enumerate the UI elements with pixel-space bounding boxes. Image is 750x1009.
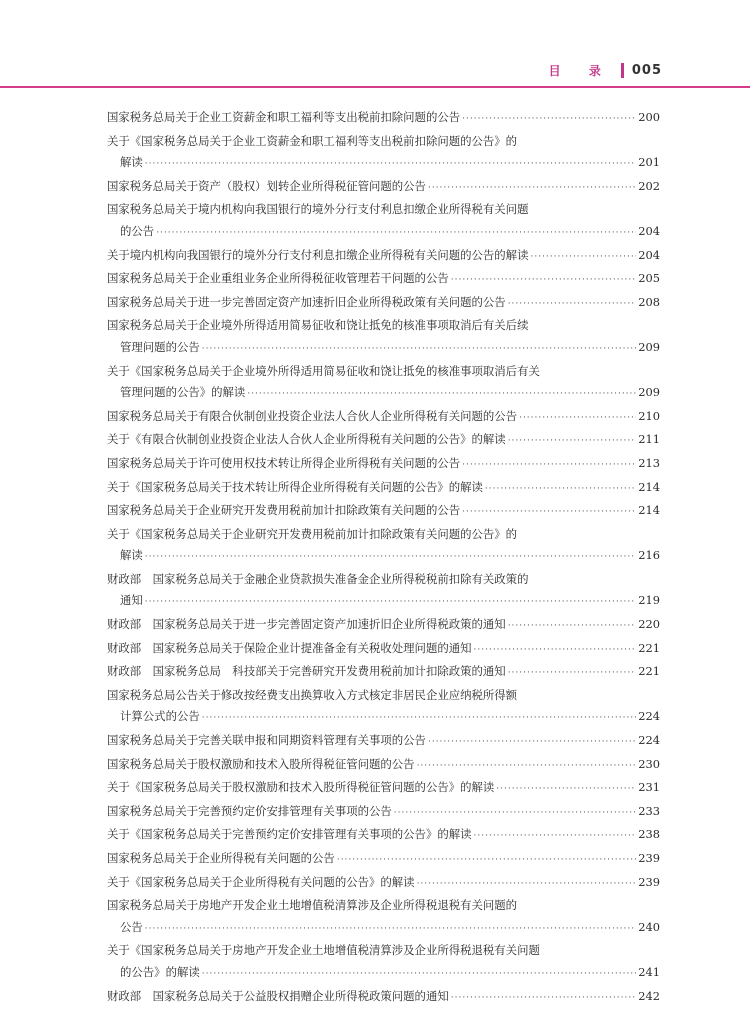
- section-title: 目 录: [548, 64, 613, 78]
- dot-leader: [417, 756, 636, 778]
- toc-entry[interactable]: [107, 685, 660, 730]
- toc-entry[interactable]: [107, 940, 660, 985]
- dot-leader: [508, 616, 636, 638]
- dot-leader: [508, 431, 636, 453]
- toc-entry-title: 国家税务总局关于有限合伙制创业投资企业法人合伙人企业所得税有关问题的公告: [107, 408, 518, 423]
- toc-entry-title: 国家税务总局关于进一步完善固定资产加速折旧企业所得税政策有关问题的公告: [107, 294, 506, 309]
- toc-entry-title: 财政部 国家税务总局关于公益股权捐赠企业所得税政策问题的通知: [107, 988, 449, 1003]
- toc-page-number: 214: [638, 503, 660, 518]
- toc-entry-title: 关于《国家税务总局关于企业所得税有关问题的公告》的解读: [107, 874, 415, 889]
- toc-page-number: 219: [638, 593, 660, 608]
- toc-entry-title: 财政部 国家税务总局关于保险企业计提准备金有关税收处理问题的通知: [107, 640, 472, 655]
- toc-page-number: 204: [638, 247, 660, 262]
- toc-page-number: 241: [638, 964, 660, 979]
- toc-entry[interactable]: [107, 872, 660, 896]
- dot-leader: [394, 803, 636, 825]
- toc-entry-title: 关于境内机构向我国银行的境外分行支付利息扣缴企业所得税有关问题的公告的解读: [107, 247, 529, 262]
- toc-entry[interactable]: [107, 754, 660, 778]
- toc-page-number: 221: [638, 640, 660, 655]
- header-rule: [0, 86, 750, 88]
- toc-entry-title: 关于《国家税务总局关于股权激励和技术入股所得税征管问题的公告》的解读: [107, 780, 495, 795]
- dot-leader: [145, 547, 636, 569]
- toc-entry-title: 关于《国家税务总局关于完善预约定价安排管理有关事项的公告》的解读: [107, 827, 472, 842]
- toc-entry[interactable]: [107, 638, 660, 662]
- toc-entry-title: 关于《国家税务总局关于企业工资薪金和职工福利等支出税前扣除问题的公告》的: [107, 133, 518, 148]
- dot-leader: [337, 850, 636, 872]
- toc-entry[interactable]: [107, 315, 660, 360]
- dot-leader: [474, 640, 636, 662]
- toc-entry-title: 国家税务总局关于完善预约定价安排管理有关事项的公告: [107, 803, 392, 818]
- dot-leader: [428, 732, 636, 754]
- page-header: [549, 62, 662, 79]
- toc-entry-title: 公告: [120, 919, 143, 934]
- dot-leader: [202, 339, 636, 361]
- toc-page-number: 200: [638, 110, 660, 124]
- toc-entry[interactable]: [107, 848, 660, 872]
- toc-entry-title: 国家税务总局关于房地产开发企业土地增值税清算涉及企业所得税退税有关问题的: [107, 898, 518, 913]
- toc-entry[interactable]: [107, 801, 660, 825]
- toc-page-number: 233: [638, 803, 660, 818]
- toc-entry[interactable]: [107, 777, 660, 801]
- toc-page-number: 239: [638, 874, 660, 889]
- toc-entry[interactable]: [107, 569, 660, 614]
- toc-entry[interactable]: [107, 730, 660, 754]
- dot-leader: [145, 154, 636, 176]
- toc-page-number: 238: [638, 827, 660, 842]
- toc-entry[interactable]: [107, 268, 660, 292]
- dot-leader: [428, 178, 636, 200]
- toc-entry-title: 国家税务总局关于股权激励和技术入股所得税征管问题的公告: [107, 756, 415, 771]
- toc-entry-title: 国家税务总局关于资产（股权）划转企业所得税征管问题的公告: [107, 178, 426, 193]
- toc-entry[interactable]: [107, 824, 660, 848]
- dot-leader: [462, 455, 636, 477]
- toc-page-number: 240: [638, 919, 660, 934]
- toc-page-number: 216: [638, 548, 660, 563]
- toc-page-number: 213: [638, 455, 660, 470]
- toc-entry-title: 财政部 国家税务总局 科技部关于完善研究开发费用税前加计扣除政策的通知: [107, 664, 506, 679]
- dot-leader: [508, 294, 636, 316]
- toc-entry-title: 国家税务总局关于境内机构向我国银行的境外分行支付利息扣缴企业所得税有关问题: [107, 202, 529, 217]
- dot-leader: [462, 502, 636, 524]
- dot-leader: [519, 408, 636, 430]
- toc-page-number: 211: [638, 432, 660, 447]
- toc-entry-title: 财政部 国家税务总局关于进一步完善固定资产加速折旧企业所得税政策的通知: [107, 617, 506, 632]
- dot-leader: [474, 826, 636, 848]
- toc-entry-title: 国家税务总局关于企业工资薪金和职工福利等支出税前扣除问题的公告: [107, 110, 461, 124]
- toc-entry[interactable]: [107, 614, 660, 638]
- toc-entry[interactable]: [107, 895, 660, 940]
- dot-leader: [496, 779, 636, 801]
- table-of-contents: [107, 107, 660, 1009]
- toc-entry-title: 国家税务总局关于许可使用权技术转让所得企业所得税有关问题的公告: [107, 455, 461, 470]
- toc-entry-title: 关于《国家税务总局关于企业境外所得适用简易征收和饶让抵免的核准事项取消后有关: [107, 363, 540, 378]
- dot-leader: [202, 964, 636, 986]
- toc-entry[interactable]: [107, 131, 660, 176]
- toc-page-number: 214: [638, 479, 660, 494]
- toc-entry-title: 国家税务总局关于企业研究开发费用税前加计扣除政策有关问题的公告: [107, 503, 461, 518]
- toc-entry-title: 财政部 国家税务总局关于金融企业贷款损失准备金企业所得税税前扣除有关政策的: [107, 571, 529, 586]
- toc-page-number: 242: [638, 988, 660, 1003]
- toc-page-number: 224: [638, 709, 660, 724]
- dot-leader: [462, 109, 636, 131]
- toc-page-number: 208: [638, 294, 660, 309]
- dot-leader: [247, 384, 636, 406]
- toc-page-number: 220: [638, 617, 660, 632]
- toc-entry-title: 关于《有限合伙制创业投资企业法人合伙人企业所得税有关问题的公告》的解读: [107, 432, 506, 447]
- toc-entry-title: 关于《国家税务总局关于技术转让所得企业所得税有关问题的公告》的解读: [107, 479, 483, 494]
- dot-leader: [202, 708, 636, 730]
- dot-leader: [530, 247, 636, 269]
- toc-page-number: 221: [638, 664, 660, 679]
- toc-page-number: 204: [638, 223, 660, 238]
- toc-entry-title: 关于《国家税务总局关于企业研究开发费用税前加计扣除政策有关问题的公告》的: [107, 526, 518, 541]
- dot-leader: [145, 592, 636, 614]
- dot-leader: [156, 223, 636, 245]
- toc-entry[interactable]: [107, 406, 660, 430]
- dot-leader: [451, 988, 636, 1009]
- toc-entry-title: 管理问题的公告》的解读: [120, 385, 246, 400]
- dot-leader: [485, 479, 636, 501]
- toc-page-number: 239: [638, 851, 660, 865]
- toc-entry-title: 计算公式的公告: [120, 709, 200, 724]
- toc-page-number: 224: [638, 733, 660, 748]
- dot-leader: [145, 919, 636, 941]
- toc-page-number: 209: [638, 339, 660, 354]
- toc-entry-title: 国家税务总局公告关于修改按经费支出换算收入方式核定非居民企业应纳税所得额: [107, 687, 518, 702]
- toc-entry[interactable]: [107, 524, 660, 569]
- toc-page-number: 231: [638, 780, 660, 795]
- toc-entry-title: 国家税务总局关于企业所得税有关问题的公告: [107, 851, 335, 865]
- toc-entry[interactable]: [107, 176, 660, 200]
- toc-entry[interactable]: [107, 986, 660, 1009]
- toc-page-number: 205: [638, 271, 660, 286]
- toc-entry-title: 国家税务总局关于企业重组业务企业所得税征收管理若干问题的公告: [107, 271, 449, 286]
- toc-entry[interactable]: [107, 245, 660, 269]
- toc-entry-title: 管理问题的公告: [120, 339, 200, 354]
- toc-page-number: 210: [638, 408, 660, 423]
- header-divider: [621, 63, 624, 78]
- page-number: 005: [631, 63, 662, 78]
- toc-entry-title: 通知: [120, 593, 143, 608]
- toc-entry-title: 国家税务总局关于完善关联申报和同期资料管理有关事项的公告: [107, 733, 426, 748]
- toc-entry[interactable]: [107, 361, 660, 406]
- toc-entry[interactable]: [107, 107, 660, 131]
- toc-page-number: 202: [638, 178, 660, 193]
- dot-leader: [508, 663, 636, 685]
- toc-page-number: 209: [638, 385, 660, 400]
- toc-page-number: 230: [638, 756, 660, 771]
- dot-leader: [451, 270, 636, 292]
- toc-page-number: 201: [638, 155, 660, 170]
- toc-entry[interactable]: [107, 199, 660, 244]
- toc-entry-title: 关于《国家税务总局关于房地产开发企业土地增值税清算涉及企业所得税退税有关问题: [107, 943, 540, 958]
- toc-entry[interactable]: [107, 292, 660, 316]
- toc-entry[interactable]: [107, 453, 660, 477]
- toc-entry[interactable]: [107, 500, 660, 524]
- toc-entry-title: 解读: [120, 155, 143, 170]
- toc-entry-title: 的公告》的解读: [120, 964, 200, 979]
- dot-leader: [417, 874, 636, 896]
- toc-entry-title: 国家税务总局关于企业境外所得适用简易征收和饶让抵免的核准事项取消后有关后续: [107, 318, 529, 333]
- toc-entry-title: 的公告: [120, 223, 155, 238]
- toc-entry[interactable]: [107, 477, 660, 501]
- toc-entry[interactable]: [107, 661, 660, 685]
- toc-entry-title: 解读: [120, 548, 143, 563]
- toc-entry[interactable]: [107, 429, 660, 453]
